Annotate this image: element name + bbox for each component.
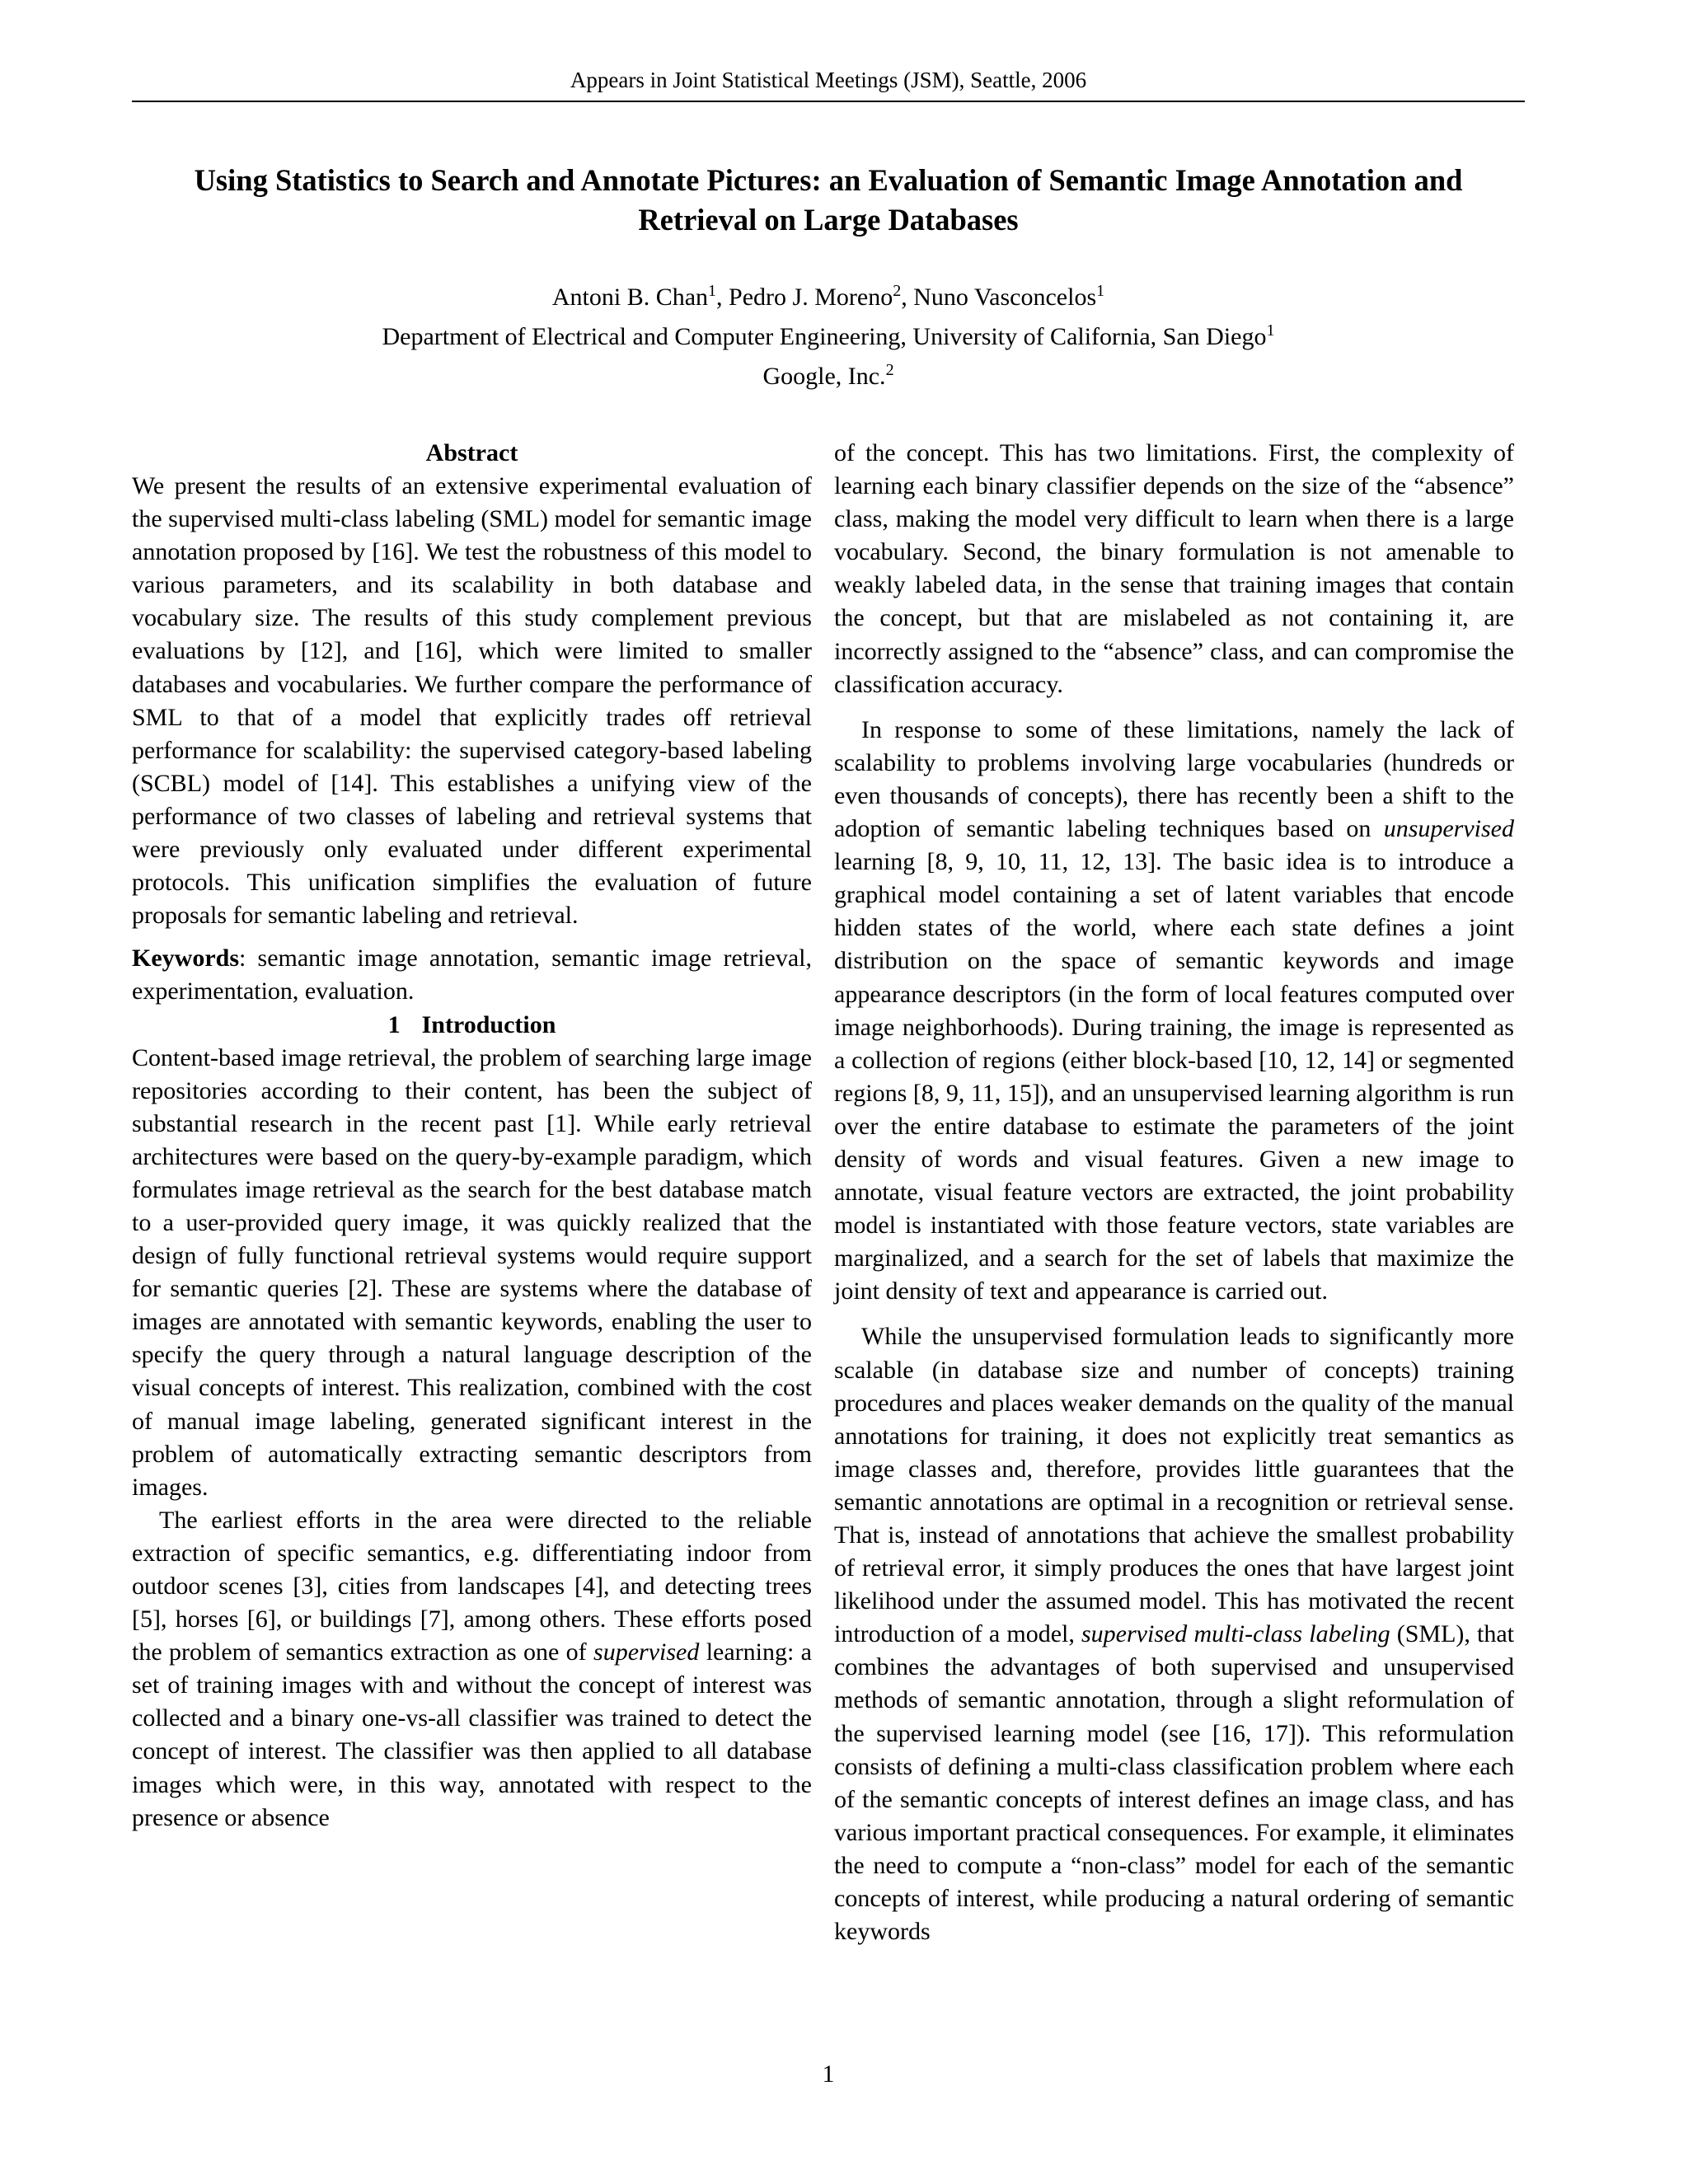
author-line: Antoni B. Chan$^1$, Pedro J. Moreno$^2$, Nuno Vasconcelos$^1$ xyxy=(551,282,1105,311)
affiliation-mark: 1 xyxy=(708,282,717,300)
affiliation-name: Department of Electrical and Computer Engineering, University of California, San Diego xyxy=(382,323,1267,350)
page-number: 1 xyxy=(822,2060,835,2088)
paragraph-text: (SML), that combines the advantages of both supervised and unsupervised methods of semantic annotation, through a slight reformulation of the supervised learning model (see [16, 17]). This reformulation consists of defining a multi-class classification problem where each of the semantic concepts of interest defines an image class, and has various important practical consequences. For example, it eliminates the need to compute a “non-class” model for each of the semantic concepts of interest, while producing a natural ordering of semantic keywords xyxy=(834,1620,1515,1946)
paper-title: Using Statistics to Search and Annotate Pictures: an Evaluation of Semantic Image Annotation and Retrieval on Large Databases xyxy=(194,163,1463,237)
emphasis-text: supervised multi-class labeling xyxy=(1081,1620,1390,1648)
keywords xyxy=(132,942,812,1008)
affiliation-line xyxy=(132,314,1525,354)
author-name: Nuno Vasconcelos xyxy=(913,284,1097,311)
section-title: Introduction xyxy=(421,1010,556,1038)
affiliation-mark: 2 xyxy=(885,361,894,379)
affiliation-line xyxy=(132,354,1525,393)
emphasis-text: supervised xyxy=(593,1638,700,1666)
paragraph-text: learning [8, 9, 10, 11, 12, 13]. The basic idea is to introduce a graphical model containing a set of latent variables that encode hidden states of the world, where each state defines a joint distribution on the space of semantic keywords and image appearance descriptors (in the form of local features computed over image neighborhoods). During training, the image is represented as a collection of regions (either block-based [10, 12, 14] or segmented regions [8, 9, 11, 15]), and an unsupervised learning algorithm is run over the entire database to estimate the parameters of the joint density of words and visual features. Given a new image to annotate, visual feature vectors are extracted, the joint probability model is instantiated with those feature vectors, state variables are marginalized, and a search for the set of labels that maximize the joint density of text and appearance is carried out. xyxy=(834,848,1514,1305)
keywords-text: : semantic image annotation, semantic image retrieval, experimentation, evaluation. xyxy=(132,944,812,1005)
author-name: Pedro J. Moreno xyxy=(729,284,893,311)
intro-paragraph-3 xyxy=(834,714,1514,1309)
affiliation-mark: 2 xyxy=(893,282,902,300)
paragraph-text: In response to some of these limitations, namely the lack of scalability to problems involving large vocabularies (hundreds or even thousands of concepts), there has recently been a shift to the adoption of semantic labeling techniques based on xyxy=(834,715,1514,843)
intro-paragraph-2 xyxy=(132,1504,812,1835)
author-block xyxy=(132,274,1525,393)
abstract-text: We present the results of an extensive experimental evaluation of the supervised multi-class labeling (SML) model for semantic image annotation proposed by [16]. We test the robustness of this model to various parameters, and its scalability in both database and vocabulary size. The results of this study complement previous evaluations by [12], and [16], which were limited to smaller databases and vocabularies. We further compare the performance of SML to that of a model that explicitly trades off retrieval performance for scalability: the supervised category-based labeling (SCBL) model of [14]. This establishes a unifying view of the performance of two classes of labeling and retrieval systems that were previously only evaluated under different experimental protocols. This unification simplifies the evaluation of future proposals for semantic labeling and retrieval. xyxy=(132,472,812,930)
left-column xyxy=(132,437,812,1835)
running-head: Appears in Joint Statistical Meetings (JSM), Seattle, 2006 xyxy=(570,68,1087,92)
abstract-heading: Abstract xyxy=(425,439,518,466)
affiliation-mark: 1 xyxy=(1096,282,1105,300)
affiliation-name: Google, Inc. xyxy=(762,363,886,390)
keywords-label: Keywords xyxy=(132,944,239,972)
paragraph-text: learning: a set of training images with and without the concept of interest was collected and a binary one-vs-all classifier was trained to detect the concept of interest. The classifier was then applied to all database images which were, in this way, annotated with respect to the presence or absence xyxy=(132,1638,813,1831)
paragraph-text: While the unsupervised formulation leads to significantly more scalable (in database size and number of concepts) training procedures and places weaker demands on the quality of the manual annotations for training, it does not explicitly treat semantics as image classes and, therefore, provides little guarantees that the semantic annotations are optimal in a recognition or retrieval sense. That is, instead of annotations that achieve the smallest probability of retrieval error, it simply produces the ones that have largest joint likelihood under the assumed model. This has motivated the recent introduction of a model, xyxy=(834,1323,1514,1648)
section-heading-introduction xyxy=(132,1009,812,1042)
section-number: 1 xyxy=(387,1010,401,1038)
affiliation-mark: 1 xyxy=(1266,321,1275,340)
right-column xyxy=(834,437,1514,1948)
intro-paragraph-1: Content-based image retrieval, the problem of searching large image repositories according to their content, has been the subject of substantial research in the recent past [1]. While early retrieval architectures were based on the query-by-example paradigm, which formulates image retrieval as the search for the best database match to a user-provided query image, it was quickly realized that the design of fully functional retrieval systems would require support for semantic queries [2]. These are systems where the database of images are annotated with semantic keywords, enabling the user to specify the query through a natural language description of the visual concepts of interest. This realization, combined with the cost of manual image labeling, generated significant interest in the problem of automatically extracting semantic descriptors from images. xyxy=(132,1043,812,1501)
header-rule xyxy=(132,101,1525,102)
intro-paragraph-2-continued: of the concept. This has two limitations. First, the complexity of learning each binary classifier depends on the size of the “absence” class, making the model very difficult to learn when there is a large vocabulary. Second, the binary formulation is not amenable to weakly labeled data, in the sense that training images that contain the concept, but that are mislabeled as not containing it, are incorrectly assigned to the “absence” class, and can compromise the classification accuracy. xyxy=(834,439,1514,698)
paragraph-text: The earliest efforts in the area were directed to the reliable extraction of specific semantics, e.g. differentiating indoor from outdoor scenes [3], cities from landscapes [4], and detecting trees [5], horses [6], or buildings [7], among others. These efforts posed the problem of semantics extraction as one of xyxy=(132,1506,812,1666)
emphasis-text: unsupervised xyxy=(1383,815,1514,843)
author-name: Antoni B. Chan xyxy=(551,284,709,311)
intro-paragraph-4 xyxy=(834,1320,1514,1948)
